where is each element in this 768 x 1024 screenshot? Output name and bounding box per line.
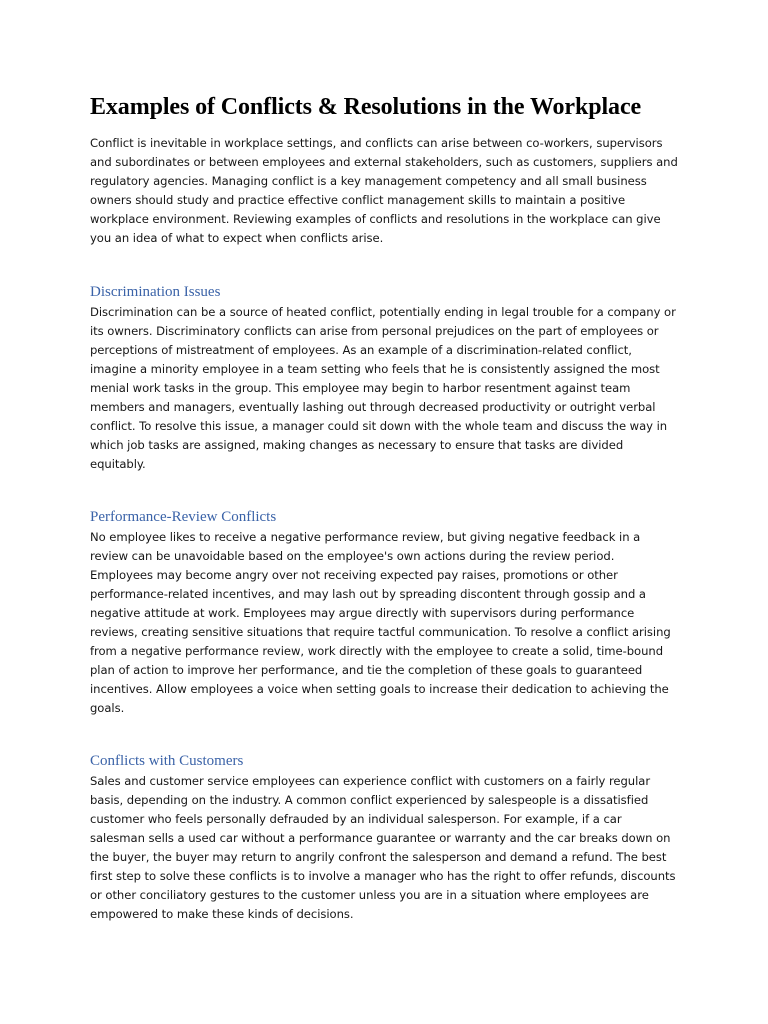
section-body: Sales and customer service employees can experience conflict with customers on a fairly regular basis, depending on the industry. A common conflict experienced by salespeople is a dissatisfied customer who feels personally defrauded by an individual salesperson. For example, if a car salesman sells a used car without a performance guarantee or warranty and the car breaks down on the buyer, the buyer may return to angrily confront the salesperson and demand a refund. The best first step to solve these conflicts is to involve a manager who has the right to offer refunds, discounts or other conciliatory gestures to the customer unless you are in a situation where employees are empowered to make these kinds of decisions. xyxy=(90,774,676,921)
section-heading: Discrimination Issues xyxy=(90,284,221,300)
document-title: Examples of Conflicts & Resolutions in the Workplace xyxy=(90,94,642,120)
section-performance-review xyxy=(90,507,680,718)
section-heading: Performance-Review Conflicts xyxy=(90,509,277,525)
section-discrimination xyxy=(90,282,680,474)
section-body: Discrimination can be a source of heated conflict, potentially ending in legal trouble for a company or its owners. Discriminatory conflicts can arise from personal prejudices on the part of employees or perceptions of mistreatment of employees. As an example of a discrimination-related conflict, imagine a minority employee in a team setting who feels that he is consistently assigned the most menial work tasks in the group. This employee may begin to harbor resentment against team members and managers, eventually lashing out through decreased productivity or outright verbal conflict. To resolve this issue, a manager could sit down with the whole team and discuss the way in which job tasks are assigned, making changes as necessary to ensure that tasks are divided equitably. xyxy=(90,305,676,471)
document-page xyxy=(90,92,680,924)
intro-paragraph: Conflict is inevitable in workplace settings, and conflicts can arise between co-workers, supervisors and subordinates or between employees and external stakeholders, such as customers, suppliers and regulatory agencies. Managing conflict is a key management competency and all small business owners should study and practice effective conflict management skills to maintain a positive workplace environment. Reviewing examples of conflicts and resolutions in the workplace can give you an idea of what to expect when conflicts arise. xyxy=(90,136,678,245)
section-heading: Conflicts with Customers xyxy=(90,753,244,769)
section-body: No employee likes to receive a negative performance review, but giving negative feedback in a review can be unavoidable based on the employee's own actions during the review period. Employees may become angry over not receiving expected pay raises, promotions or other performance-related incentives, and may lash out by spreading discontent through gossip and a negative attitude at work. Employees may argue directly with supervisors during performance reviews, creating sensitive situations that require tactful communication. To resolve a conflict arising from a negative performance review, work directly with the employee to create a solid, time-bound plan of action to improve her performance, and tie the completion of these goals to guaranteed incentives. Allow employees a voice when setting goals to increase their dedication to achieving the goals. xyxy=(90,530,671,715)
section-customers xyxy=(90,751,680,924)
